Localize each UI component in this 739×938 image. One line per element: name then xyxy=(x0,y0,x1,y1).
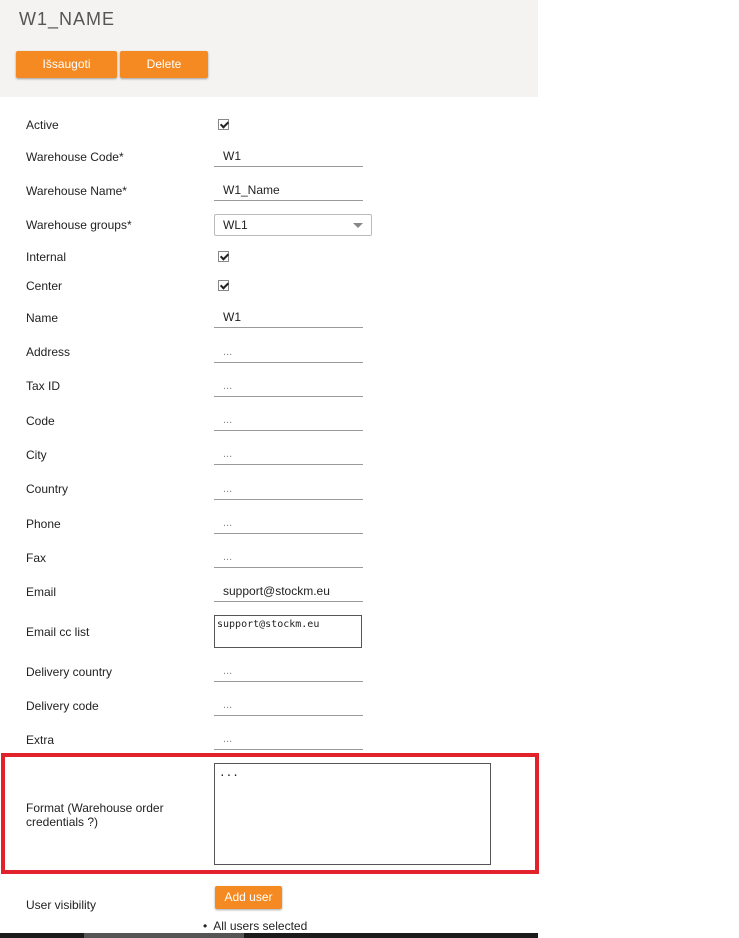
bullet-icon: • xyxy=(203,919,208,933)
center-label: Center xyxy=(26,279,63,293)
list-item xyxy=(203,919,307,933)
city-input[interactable]: ... xyxy=(214,445,363,465)
code-input[interactable]: ... xyxy=(214,411,363,431)
warehouse-code-input[interactable]: W1 xyxy=(214,147,363,167)
chevron-down-icon xyxy=(353,223,363,228)
warehouse-name-input[interactable]: W1_Name xyxy=(214,181,363,201)
address-label: Address xyxy=(26,345,71,359)
warehouse-code-label: Warehouse Code* xyxy=(26,150,124,164)
user-visibility-label: User visibility xyxy=(26,898,97,912)
delivery-country-input[interactable]: ... xyxy=(214,662,363,682)
country-input[interactable]: ... xyxy=(214,480,363,500)
country-label: Country xyxy=(26,482,69,496)
delivery-country-label: Delivery country xyxy=(26,665,113,679)
tax-id-label: Tax ID xyxy=(26,379,61,393)
extra-label: Extra xyxy=(26,733,55,747)
page-title: W1_NAME xyxy=(19,9,116,29)
delivery-code-label: Delivery code xyxy=(26,699,99,713)
name-label: Name xyxy=(26,311,59,325)
name-input[interactable]: W1 xyxy=(214,308,363,328)
horizontal-scrollbar[interactable] xyxy=(0,933,538,938)
email-cc-label: Email cc list xyxy=(26,625,90,639)
warehouse-name-label: Warehouse Name* xyxy=(26,184,127,198)
active-checkbox[interactable] xyxy=(218,119,229,130)
tax-id-input[interactable]: ... xyxy=(214,377,363,397)
code-label: Code xyxy=(26,414,55,428)
email-input[interactable]: support@stockm.eu xyxy=(214,582,363,602)
phone-label: Phone xyxy=(26,517,61,531)
fax-input[interactable]: ... xyxy=(214,548,363,568)
format-textarea[interactable]: ... xyxy=(214,763,491,865)
active-label: Active xyxy=(26,118,59,132)
phone-input[interactable]: ... xyxy=(214,514,363,534)
internal-checkbox[interactable] xyxy=(218,251,229,262)
save-button[interactable]: Išsaugoti xyxy=(16,51,117,78)
fax-label: Fax xyxy=(26,551,47,565)
center-checkbox[interactable] xyxy=(218,280,229,291)
list-item-text: All users selected xyxy=(213,919,308,933)
extra-input[interactable]: ... xyxy=(214,730,363,750)
email-cc-textarea[interactable]: support@stockm.eu xyxy=(214,615,362,648)
warehouse-groups-label: Warehouse groups* xyxy=(26,218,132,232)
internal-label: Internal xyxy=(26,250,67,264)
delete-button[interactable]: Delete xyxy=(120,51,208,78)
address-input[interactable]: ... xyxy=(214,343,363,363)
city-label: City xyxy=(26,448,47,462)
warehouse-groups-select[interactable] xyxy=(214,214,372,236)
scrollbar-thumb[interactable] xyxy=(84,933,244,938)
warehouse-groups-value: WL1 xyxy=(223,218,248,232)
format-label: Format (Warehouse order credentials ?) xyxy=(26,801,164,829)
add-user-button[interactable]: Add user xyxy=(215,886,282,909)
delivery-code-input[interactable]: ... xyxy=(214,696,363,716)
email-label: Email xyxy=(26,585,57,599)
page-header xyxy=(0,0,538,97)
